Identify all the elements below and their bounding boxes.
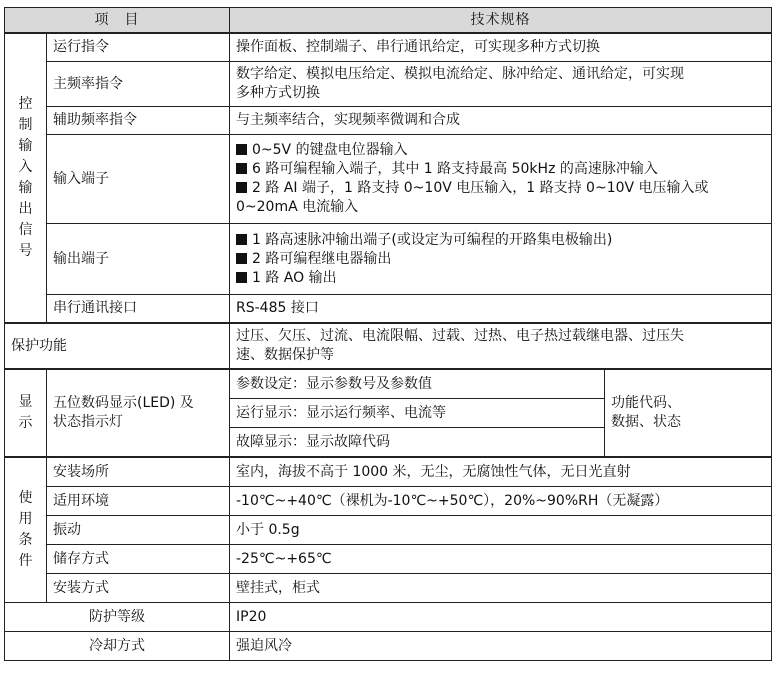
table-row — [5, 369, 772, 399]
bullet-square-icon — [236, 253, 247, 264]
row-value-protection-class: IP20 — [230, 603, 772, 632]
row-label-mounting: 安装方式 — [47, 574, 230, 603]
row-value-protection: 过压、欠压、过流、电流限幅、过载、过热、电子热过载继电器、过压失 速、数据保护等 — [230, 323, 772, 369]
row-label-display: 五位数码显示(LED) 及 状态指示灯 — [47, 369, 230, 457]
row-label-output-terminal: 输出端子 — [47, 224, 230, 295]
table-row — [5, 33, 772, 62]
group-usage: 使 用 条 件 — [5, 457, 47, 603]
row-label-environment: 适用环境 — [47, 487, 230, 516]
table-row — [5, 487, 772, 516]
spec-sheet — [4, 7, 772, 661]
row-value-output-terminal: 1 路高速脉冲输出端子(或设定为可编程的开路集电极输出) 2 路可编程继电器输出 1 路 AO 输出 — [230, 224, 772, 295]
row-value-aux-freq: 与主频率结合，实现频率微调和合成 — [230, 107, 772, 135]
table-row — [5, 295, 772, 324]
table-row — [5, 62, 772, 107]
bullet-square-icon — [236, 163, 247, 174]
table-row — [5, 632, 772, 661]
row-value-input-terminal: 0~5V 的键盘电位器输入 6 路可编程输入端子，其中 1 路支持最高 50kHz 的高速脉冲输入 2 路 AI 端子，1 路支持 0~10V 电压输入，1 路支持 0~10V 电压输入或 0~20mA 电流输入 — [230, 135, 772, 224]
row-value-main-freq: 数字给定、模拟电压给定、模拟电流给定、脉冲给定、通讯给定，可实现 多种方式切换 — [230, 62, 772, 107]
row-label-cooling: 冷却方式 — [5, 632, 230, 661]
row-value-fault-display: 故障显示：显示故障代码 — [230, 428, 605, 458]
spec-table — [4, 7, 772, 661]
display-side-note: 功能代码、 数据、状态 — [605, 369, 772, 457]
row-label-serial: 串行通讯接口 — [47, 295, 230, 324]
table-row — [5, 603, 772, 632]
group-control-io: 控 制 输 入 输 出 信 号 — [5, 33, 47, 323]
row-value-mounting: 壁挂式，柜式 — [230, 574, 772, 603]
row-label-vibration: 振动 — [47, 516, 230, 545]
table-row — [5, 107, 772, 135]
table-row — [5, 457, 772, 487]
row-label-install-site: 安装场所 — [47, 457, 230, 487]
row-label-main-freq: 主频率指令 — [47, 62, 230, 107]
header-item: 项 目 — [5, 8, 230, 34]
row-value-run-display: 运行显示：显示运行频率、电流等 — [230, 399, 605, 428]
group-display: 显 示 — [5, 369, 47, 457]
row-label-protection-class: 防护等级 — [5, 603, 230, 632]
row-label-storage: 储存方式 — [47, 545, 230, 574]
table-row — [5, 323, 772, 369]
row-value-cooling: 强迫风冷 — [230, 632, 772, 661]
bullet-square-icon — [236, 182, 247, 193]
table-header-row — [5, 8, 772, 34]
header-spec: 技术规格 — [230, 8, 772, 34]
table-row — [5, 545, 772, 574]
row-value-serial: RS-485 接口 — [230, 295, 772, 324]
row-value-environment: -10℃~+40℃（裸机为-10℃~+50℃），20%~90%RH（无凝露） — [230, 487, 772, 516]
table-row — [5, 224, 772, 295]
row-value-install-site: 室内，海拔不高于 1000 米，无尘，无腐蚀性气体，无日光直射 — [230, 457, 772, 487]
row-label-run-command: 运行指令 — [47, 33, 230, 62]
row-label-input-terminal: 输入端子 — [47, 135, 230, 224]
table-row — [5, 574, 772, 603]
row-label-protection: 保护功能 — [5, 323, 230, 369]
row-value-storage: -25℃~+65℃ — [230, 545, 772, 574]
bullet-square-icon — [236, 272, 247, 283]
bullet-square-icon — [236, 144, 247, 155]
row-value-param-setting: 参数设定：显示参数号及参数值 — [230, 369, 605, 399]
row-value-vibration: 小于 0.5g — [230, 516, 772, 545]
table-row — [5, 135, 772, 224]
row-value-run-command: 操作面板、控制端子、串行通讯给定，可实现多种方式切换 — [230, 33, 772, 62]
table-row — [5, 516, 772, 545]
bullet-square-icon — [236, 234, 247, 245]
row-label-aux-freq: 辅助频率指令 — [47, 107, 230, 135]
